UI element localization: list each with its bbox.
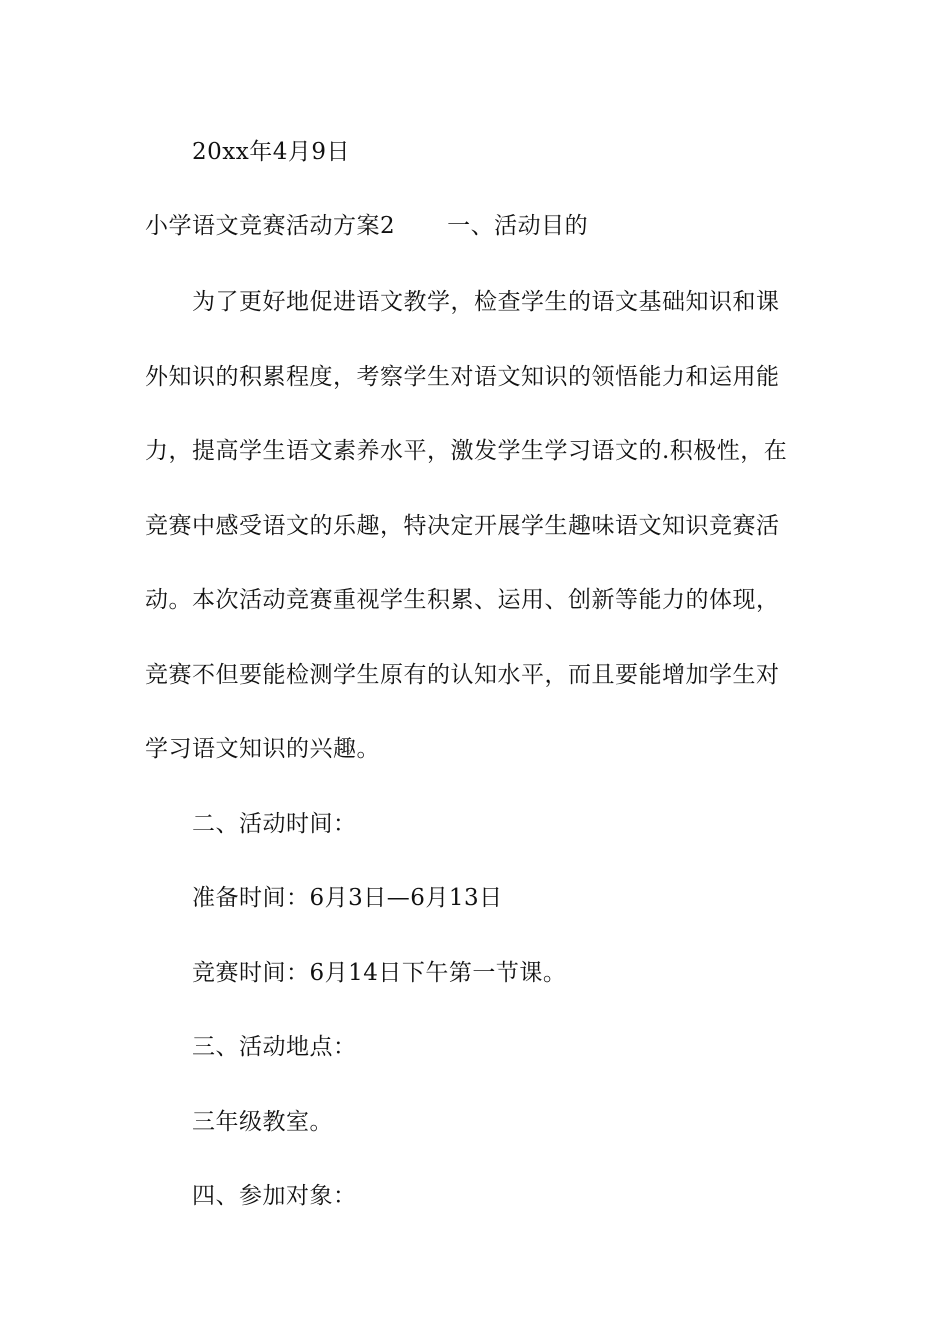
purpose-line-7: 学习语文知识的兴趣。 (145, 736, 380, 762)
section-4-title: 四、参加对象： (192, 1183, 357, 1209)
purpose-line-3: 力，提高学生语文素养水平，激发学生学习语文的.积极性，在 (145, 438, 788, 464)
purpose-line-6: 竞赛不但要能检测学生原有的认知水平，而且要能增加学生对 (145, 662, 780, 688)
date-line: 20xx年4月9日 (192, 139, 350, 165)
section-1-title: 一、活动目的 (447, 213, 589, 239)
purpose-line-2: 外知识的积累程度，考察学生对语文知识的领悟能力和运用能 (145, 364, 780, 390)
purpose-line-4: 竞赛中感受语文的乐趣，特决定开展学生趣味语文知识竞赛活 (145, 513, 780, 539)
heading-line (145, 211, 588, 241)
purpose-line-1: 为了更好地促进语文教学，检查学生的语文基础知识和课 (192, 289, 780, 315)
contest-time: 竞赛时间：6月14日下午第一节课。 (192, 960, 567, 986)
section-2-title: 二、活动时间： (192, 811, 357, 837)
plan-title: 小学语文竞赛活动方案2 (145, 213, 396, 239)
prep-time: 准备时间：6月3日—6月13日 (192, 885, 503, 911)
section-3-title: 三、活动地点： (192, 1034, 357, 1060)
purpose-line-5: 动。本次活动竞赛重视学生积累、运用、创新等能力的体现， (145, 587, 780, 613)
venue: 三年级教室。 (192, 1109, 333, 1135)
